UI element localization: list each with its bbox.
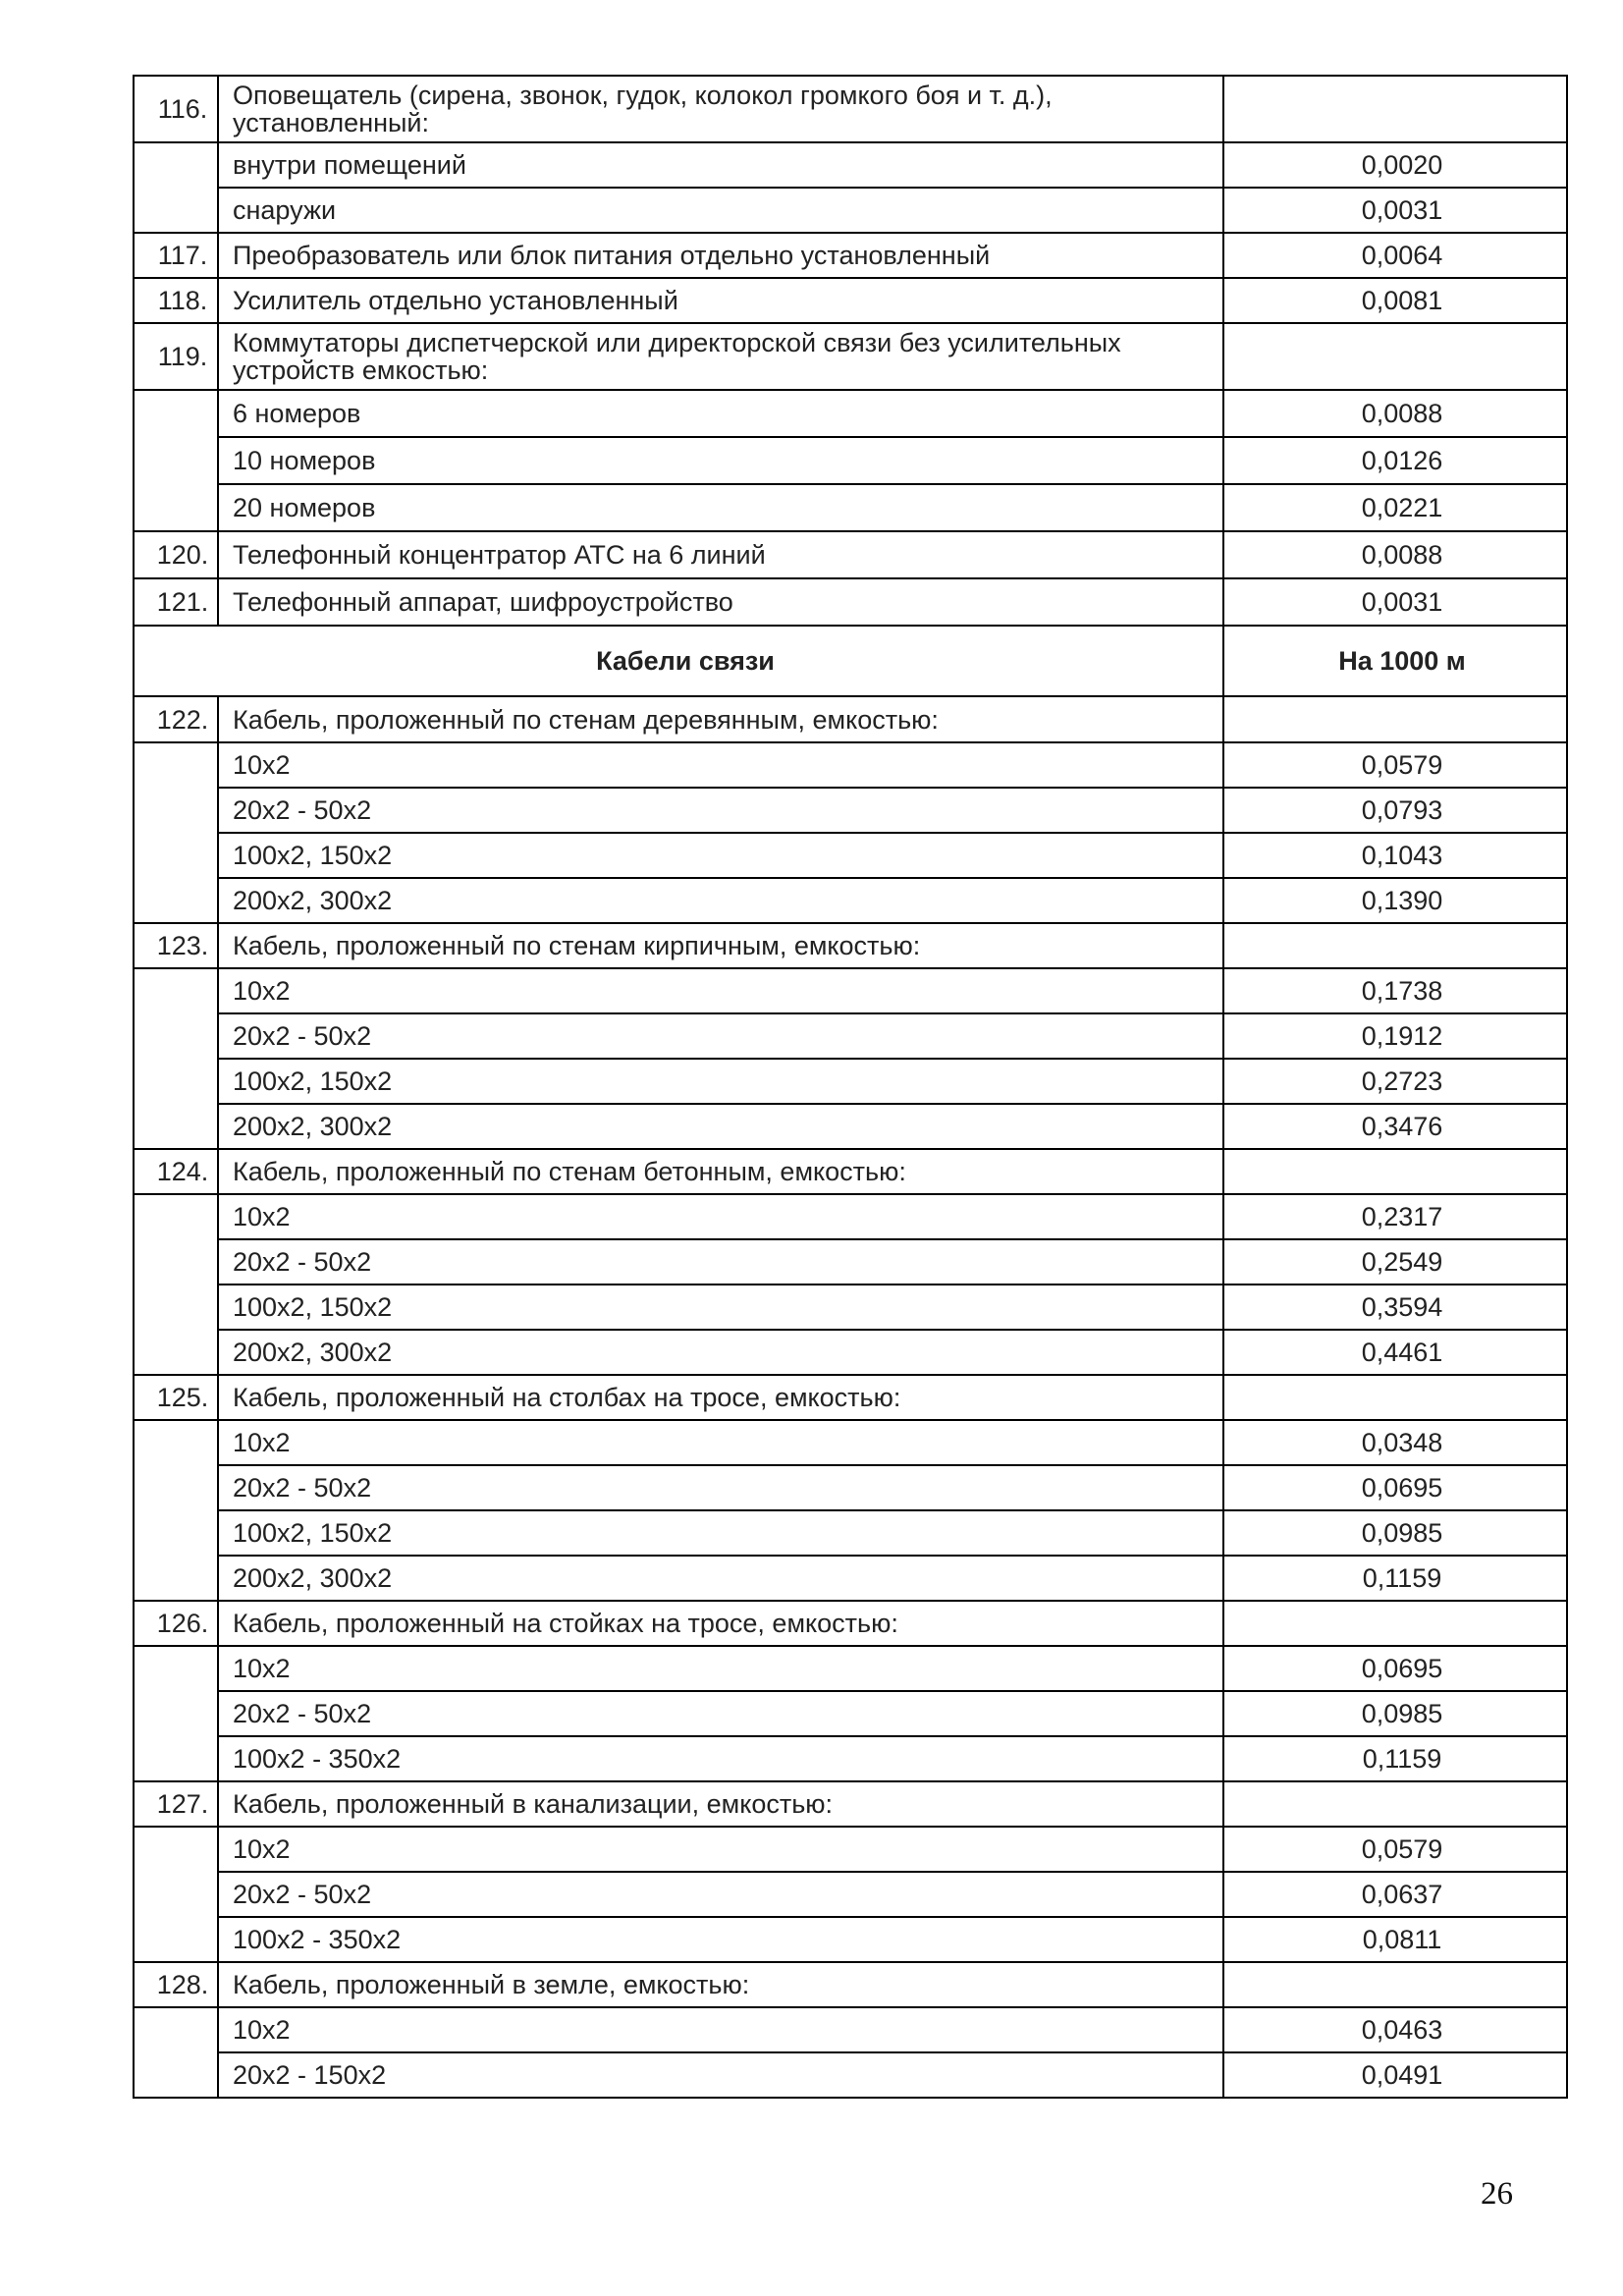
item-value	[1223, 1149, 1567, 1194]
item-description: 100x2, 150x2	[218, 833, 1223, 878]
item-number: 126.	[134, 1601, 218, 1646]
item-number: 121.	[134, 578, 218, 626]
item-value: 0,2723	[1223, 1059, 1567, 1104]
item-description: 20x2 - 50x2	[218, 1465, 1223, 1510]
item-value: 0,0695	[1223, 1646, 1567, 1691]
table-row	[134, 878, 1567, 923]
item-description: Усилитель отдельно установленный	[218, 278, 1223, 323]
item-value: 0,0081	[1223, 278, 1567, 323]
table-row	[134, 484, 1567, 531]
item-description: снаружи	[218, 188, 1223, 233]
item-description: Кабель, проложенный в земле, емкостью:	[218, 1962, 1223, 2007]
item-description: 20 номеров	[218, 484, 1223, 531]
item-description: 100x2, 150x2	[218, 1059, 1223, 1104]
item-value: 0,0020	[1223, 142, 1567, 188]
item-number-empty	[134, 1646, 218, 1781]
item-value: 0,0579	[1223, 1827, 1567, 1872]
item-value: 0,0031	[1223, 578, 1567, 626]
item-value: 0,0793	[1223, 788, 1567, 833]
item-description: 200x2, 300x2	[218, 1330, 1223, 1375]
item-number-empty	[134, 142, 218, 233]
table-row	[134, 1239, 1567, 1285]
item-number-empty	[134, 2007, 218, 2098]
item-description: 10x2	[218, 742, 1223, 788]
item-value: 0,1390	[1223, 878, 1567, 923]
table-row	[134, 742, 1567, 788]
item-value: 0,1159	[1223, 1736, 1567, 1781]
item-description: 20x2 - 50x2	[218, 788, 1223, 833]
item-description: 10x2	[218, 1646, 1223, 1691]
table-row	[134, 1059, 1567, 1104]
table-row	[134, 578, 1567, 626]
item-description: 100x2 - 350x2	[218, 1917, 1223, 1962]
item-description: Кабель, проложенный на стойках на тросе, емкостью:	[218, 1601, 1223, 1646]
table-row	[134, 437, 1567, 484]
table-row	[134, 1646, 1567, 1691]
item-number: 117.	[134, 233, 218, 278]
item-description: 100x2 - 350x2	[218, 1736, 1223, 1781]
item-description: 200x2, 300x2	[218, 878, 1223, 923]
item-description: внутри помещений	[218, 142, 1223, 188]
table-row	[134, 1556, 1567, 1601]
item-value	[1223, 1781, 1567, 1827]
page-number: 26	[1481, 2176, 1513, 2212]
table-row	[134, 1420, 1567, 1465]
item-description: 10x2	[218, 968, 1223, 1013]
item-description: Кабель, проложенный по стенам деревянным, емкостью:	[218, 696, 1223, 742]
item-number: 120.	[134, 531, 218, 578]
table-row	[134, 696, 1567, 742]
item-value: 0,2549	[1223, 1239, 1567, 1285]
table-row	[134, 1736, 1567, 1781]
item-value: 0,0637	[1223, 1872, 1567, 1917]
item-value	[1223, 1962, 1567, 2007]
item-number: 125.	[134, 1375, 218, 1420]
item-value: 0,4461	[1223, 1330, 1567, 1375]
item-value: 0,1912	[1223, 1013, 1567, 1059]
table-row	[134, 1827, 1567, 1872]
item-description: 100x2, 150x2	[218, 1285, 1223, 1330]
item-description: 20x2 - 50x2	[218, 1013, 1223, 1059]
item-description: Коммутаторы диспетчерской или директорской связи без усилительных устройств емкостью:	[218, 323, 1223, 390]
table-row	[134, 233, 1567, 278]
item-number-empty	[134, 742, 218, 923]
item-value: 0,0491	[1223, 2052, 1567, 2098]
table-row	[134, 531, 1567, 578]
table-row	[134, 788, 1567, 833]
item-description: 10 номеров	[218, 437, 1223, 484]
table-row	[134, 1013, 1567, 1059]
item-number: 124.	[134, 1149, 218, 1194]
item-value: 0,1159	[1223, 1556, 1567, 1601]
item-description: 10x2	[218, 1420, 1223, 1465]
item-description: 200x2, 300x2	[218, 1556, 1223, 1601]
item-description: 20x2 - 50x2	[218, 1239, 1223, 1285]
item-value: 0,0088	[1223, 390, 1567, 437]
table-row	[134, 1962, 1567, 2007]
item-description: 10x2	[218, 1827, 1223, 1872]
item-description: Кабель, проложенный на столбах на тросе, емкостью:	[218, 1375, 1223, 1420]
item-value	[1223, 76, 1567, 142]
table-row	[134, 1601, 1567, 1646]
item-number-empty	[134, 1827, 218, 1962]
item-description: 20x2 - 50x2	[218, 1691, 1223, 1736]
section-header-row	[134, 626, 1567, 696]
item-value: 0,3476	[1223, 1104, 1567, 1149]
item-value: 0,0985	[1223, 1510, 1567, 1556]
item-value: 0,0088	[1223, 531, 1567, 578]
item-value: 0,1738	[1223, 968, 1567, 1013]
item-value	[1223, 323, 1567, 390]
table-row	[134, 1781, 1567, 1827]
item-value: 0,0463	[1223, 2007, 1567, 2052]
item-number-empty	[134, 390, 218, 531]
item-number: 118.	[134, 278, 218, 323]
table-row	[134, 923, 1567, 968]
item-number: 116.	[134, 76, 218, 142]
item-value: 0,0348	[1223, 1420, 1567, 1465]
item-description: Телефонный аппарат, шифроустройство	[218, 578, 1223, 626]
table-row	[134, 968, 1567, 1013]
item-description: Оповещатель (сирена, звонок, гудок, колокол громкого боя и т. д.), установленный:	[218, 76, 1223, 142]
section-title: Кабели связи	[134, 626, 1223, 696]
item-number-empty	[134, 968, 218, 1149]
table-row	[134, 142, 1567, 188]
table-row	[134, 278, 1567, 323]
item-value	[1223, 696, 1567, 742]
item-description: 20x2 - 150x2	[218, 2052, 1223, 2098]
section-unit: На 1000 м	[1223, 626, 1567, 696]
norms-table	[133, 75, 1568, 2099]
item-description: 200x2, 300x2	[218, 1104, 1223, 1149]
item-description: Кабель, проложенный по стенам кирпичным, емкостью:	[218, 923, 1223, 968]
table-row	[134, 1691, 1567, 1736]
item-number: 122.	[134, 696, 218, 742]
table-row	[134, 1149, 1567, 1194]
table-row	[134, 323, 1567, 390]
table-row	[134, 2052, 1567, 2098]
item-number-empty	[134, 1420, 218, 1601]
table-row	[134, 1917, 1567, 1962]
item-description: Кабель, проложенный в канализации, емкостью:	[218, 1781, 1223, 1827]
table-row	[134, 390, 1567, 437]
item-description: 10x2	[218, 1194, 1223, 1239]
item-number: 123.	[134, 923, 218, 968]
item-value: 0,0126	[1223, 437, 1567, 484]
table-row	[134, 1465, 1567, 1510]
norms-table-body	[134, 76, 1567, 2098]
item-description: Кабель, проложенный по стенам бетонным, емкостью:	[218, 1149, 1223, 1194]
table-row	[134, 1330, 1567, 1375]
table-row	[134, 1375, 1567, 1420]
item-number: 119.	[134, 323, 218, 390]
item-description: 100x2, 150x2	[218, 1510, 1223, 1556]
item-value	[1223, 1375, 1567, 1420]
item-description: Телефонный концентратор АТС на 6 линий	[218, 531, 1223, 578]
table-row	[134, 1194, 1567, 1239]
item-value: 0,0221	[1223, 484, 1567, 531]
item-description: 20x2 - 50x2	[218, 1872, 1223, 1917]
table-row	[134, 1104, 1567, 1149]
item-value	[1223, 923, 1567, 968]
item-value: 0,3594	[1223, 1285, 1567, 1330]
item-value: 0,0695	[1223, 1465, 1567, 1510]
item-description: 10x2	[218, 2007, 1223, 2052]
item-number: 127.	[134, 1781, 218, 1827]
item-value: 0,0579	[1223, 742, 1567, 788]
table-row	[134, 2007, 1567, 2052]
item-description: 6 номеров	[218, 390, 1223, 437]
item-value: 0,1043	[1223, 833, 1567, 878]
table-row	[134, 1510, 1567, 1556]
item-value: 0,0031	[1223, 188, 1567, 233]
item-value: 0,2317	[1223, 1194, 1567, 1239]
table-row	[134, 833, 1567, 878]
table-row	[134, 76, 1567, 142]
item-number: 128.	[134, 1962, 218, 2007]
item-description: Преобразователь или блок питания отдельно установленный	[218, 233, 1223, 278]
item-number-empty	[134, 1194, 218, 1375]
table-row	[134, 1872, 1567, 1917]
table-row	[134, 188, 1567, 233]
item-value: 0,0064	[1223, 233, 1567, 278]
table-row	[134, 1285, 1567, 1330]
item-value: 0,0811	[1223, 1917, 1567, 1962]
item-value	[1223, 1601, 1567, 1646]
item-value: 0,0985	[1223, 1691, 1567, 1736]
